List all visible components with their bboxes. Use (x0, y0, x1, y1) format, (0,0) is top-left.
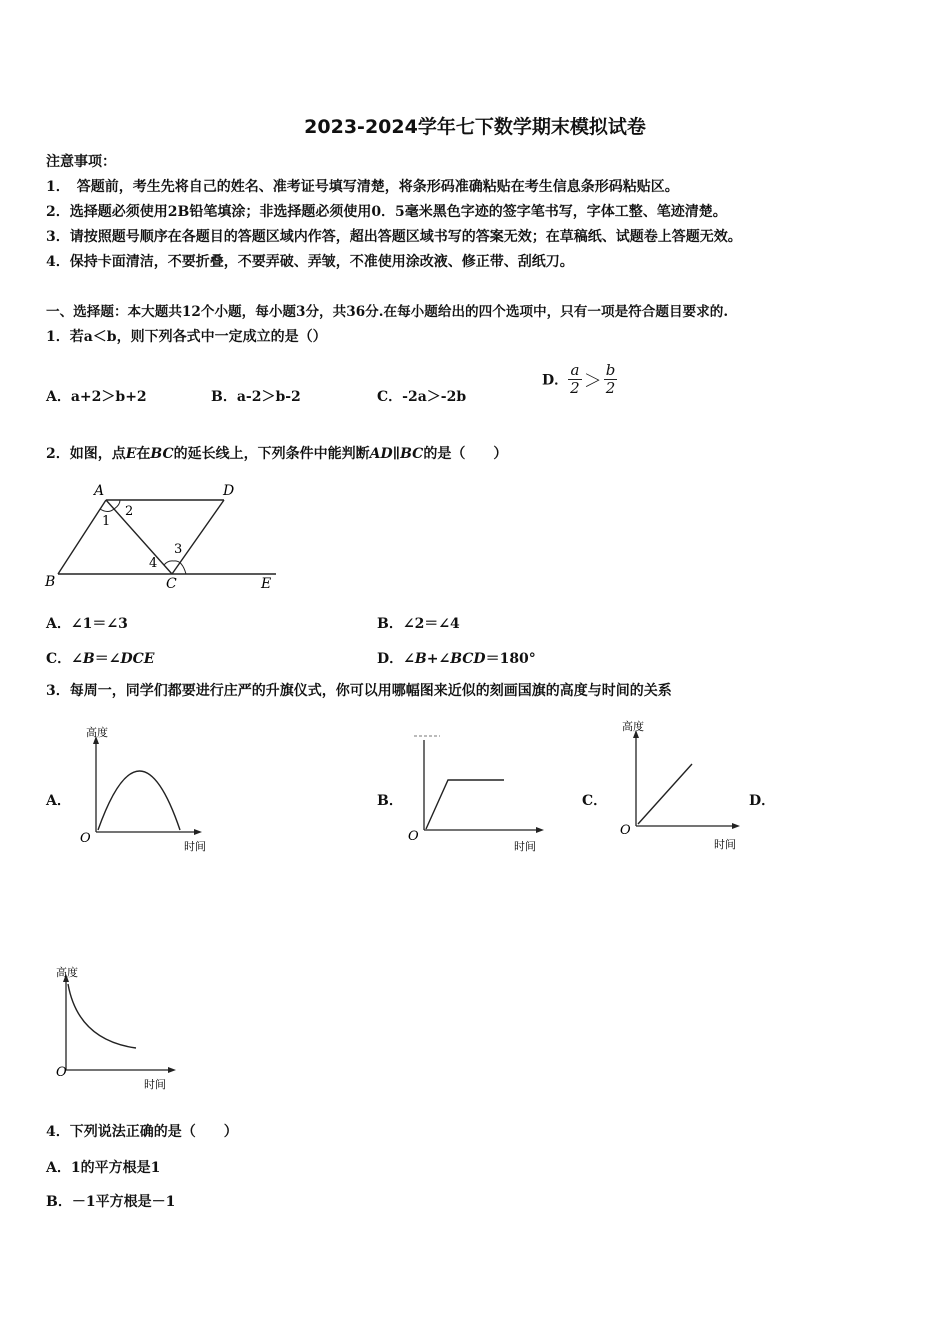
q1-option-b: B．a-2＞b-2 (211, 389, 301, 405)
q2-stem-part: 的是（ ） (423, 446, 508, 462)
origin-label: O (56, 1065, 67, 1080)
rise-then-flat-line (426, 780, 504, 829)
x-axis-arrow-icon (732, 823, 740, 829)
origin-label: O (408, 829, 419, 844)
q2-option-c-part: C．∠ (46, 651, 83, 667)
q2-option-d-bcd: BCD (450, 651, 486, 667)
x-axis-arrow-icon (536, 827, 544, 833)
point-c-label: C (166, 576, 177, 592)
angle-1-label: 1 (102, 514, 111, 529)
q2-stem-ad-parallel-bc: AD∥BC (369, 446, 424, 462)
x-axis-label: 时间 (514, 840, 536, 853)
q2-option-d-part: D．∠ (377, 651, 415, 667)
q3-option-b-label: B． (377, 793, 403, 809)
frac-den-a: 2 (570, 379, 580, 397)
q1-option-c: C．-2a＞-2b (377, 389, 467, 405)
q2-option-a: A．∠1＝∠3 (46, 616, 128, 632)
arch-curve (98, 771, 180, 830)
q3-option-a-label: A． (46, 793, 71, 809)
point-b-label: B (45, 574, 56, 590)
q2-option-d-b: B (414, 651, 427, 667)
segment-ab (58, 500, 106, 574)
q3-graph-d (52, 962, 192, 1097)
point-a-label: A (94, 483, 105, 499)
x-axis-arrow-icon (168, 1067, 176, 1073)
y-axis-label: 高度 (622, 720, 644, 733)
point-e-label: E (261, 576, 272, 592)
x-axis-label: 时间 (714, 838, 736, 851)
q2-option-c-part: ＝∠ (94, 651, 121, 667)
origin-label: O (80, 831, 91, 846)
frac-num-b: b (605, 361, 616, 379)
q2-stem (46, 445, 507, 463)
greater-than-sign: ＞ (583, 370, 602, 392)
angle-1-arc (100, 509, 114, 512)
q2-stem-e: E (125, 446, 137, 462)
x-axis-label: 时间 (144, 1078, 166, 1091)
fraction-a-over-2 (568, 362, 582, 397)
angle-2-arc (114, 500, 120, 509)
section-heading: 一、选择题：本大题共12个小题，每小题3分，共36分.在每小题给出的四个选项中，只有一项是符合题目要求的. (46, 304, 729, 320)
q3-graph-c (616, 716, 751, 856)
segment-ac (106, 500, 172, 574)
page-title: 2023-2024学年七下数学期末模拟试卷 (304, 116, 646, 138)
q1-option-d-label: D． (542, 372, 569, 389)
notice-item-2: 2．选择题必须使用2B铅笔填涂；非选择题必须使用0．5毫米黑色字迹的签字笔书写，字体工整、笔迹清楚。 (46, 204, 727, 220)
notice-item-3: 3．请按照题号顺序在各题目的答题区域内作答，超出答题区域书写的答案无效；在草稿纸、试题卷上答题无效。 (46, 229, 742, 245)
y-axis-label: 高度 (86, 726, 108, 739)
q2-option-c (46, 648, 154, 668)
notice-item-1: 1． 答题前，考生先将自己的姓名、准考证号填写清楚，将条形码准确粘贴在考生信息条形码粘贴区。 (46, 179, 679, 195)
q2-stem-part: 2．如图，点 (46, 446, 126, 462)
q1-stem: 1．若a＜b，则下列各式中一定成立的是（） (46, 329, 327, 345)
q1-option-a: A．a+2＞b+2 (46, 389, 147, 405)
q2-option-c-dce: DCE (120, 651, 155, 667)
notice-item-4: 4．保持卡面清洁，不要折叠，不要弄破、弄皱，不准使用涂改液、修正带、刮纸刀。 (46, 254, 574, 270)
frac-den-b: 2 (605, 379, 616, 397)
q2-option-b: B．∠2＝∠4 (377, 616, 460, 632)
angle-4-arc (164, 561, 174, 565)
x-axis-label: 时间 (184, 840, 206, 853)
point-d-label: D (223, 483, 235, 499)
notice-heading: 注意事项： (46, 154, 116, 170)
q3-option-d-label: D． (749, 793, 776, 809)
angle-3-label: 3 (174, 542, 183, 557)
fraction-b-over-2 (604, 362, 618, 397)
q4-option-b: B．－1平方根是－1 (46, 1194, 176, 1210)
q2-option-d-part: ＝180° (485, 651, 536, 667)
q2-option-d-part: +∠ (426, 651, 451, 667)
q3-option-c-label: C． (582, 793, 608, 809)
straight-line (638, 764, 692, 824)
angle-4-label: 4 (149, 556, 158, 571)
q2-stem-bc: BC (150, 446, 174, 462)
q4-stem: 4．下列说法正确的是（ ） (46, 1124, 238, 1140)
y-axis-label: 高度 (56, 966, 78, 979)
angle-2-label: 2 (125, 504, 134, 519)
decreasing-curve (68, 984, 136, 1048)
frac-num-a: a (568, 362, 582, 380)
q2-option-d (377, 648, 536, 668)
q2-figure-parallelogram (40, 478, 285, 593)
x-axis-arrow-icon (194, 829, 202, 835)
q4-option-a: A．1的平方根是1 (46, 1160, 161, 1176)
q2-stem-part: 的延长线上，下列条件中能判断 (173, 446, 370, 462)
origin-label: O (620, 823, 631, 838)
q3-graph-b (404, 726, 554, 858)
q3-graph-a (76, 720, 226, 860)
q3-stem: 3．每周一，同学们都要进行庄严的升旗仪式，你可以用哪幅图来近似的刻画国旗的高度与时间的关系 (46, 683, 672, 699)
q2-stem-part: 在 (136, 446, 151, 462)
q1-option-d (542, 362, 617, 397)
q2-option-c-b: B (82, 651, 95, 667)
